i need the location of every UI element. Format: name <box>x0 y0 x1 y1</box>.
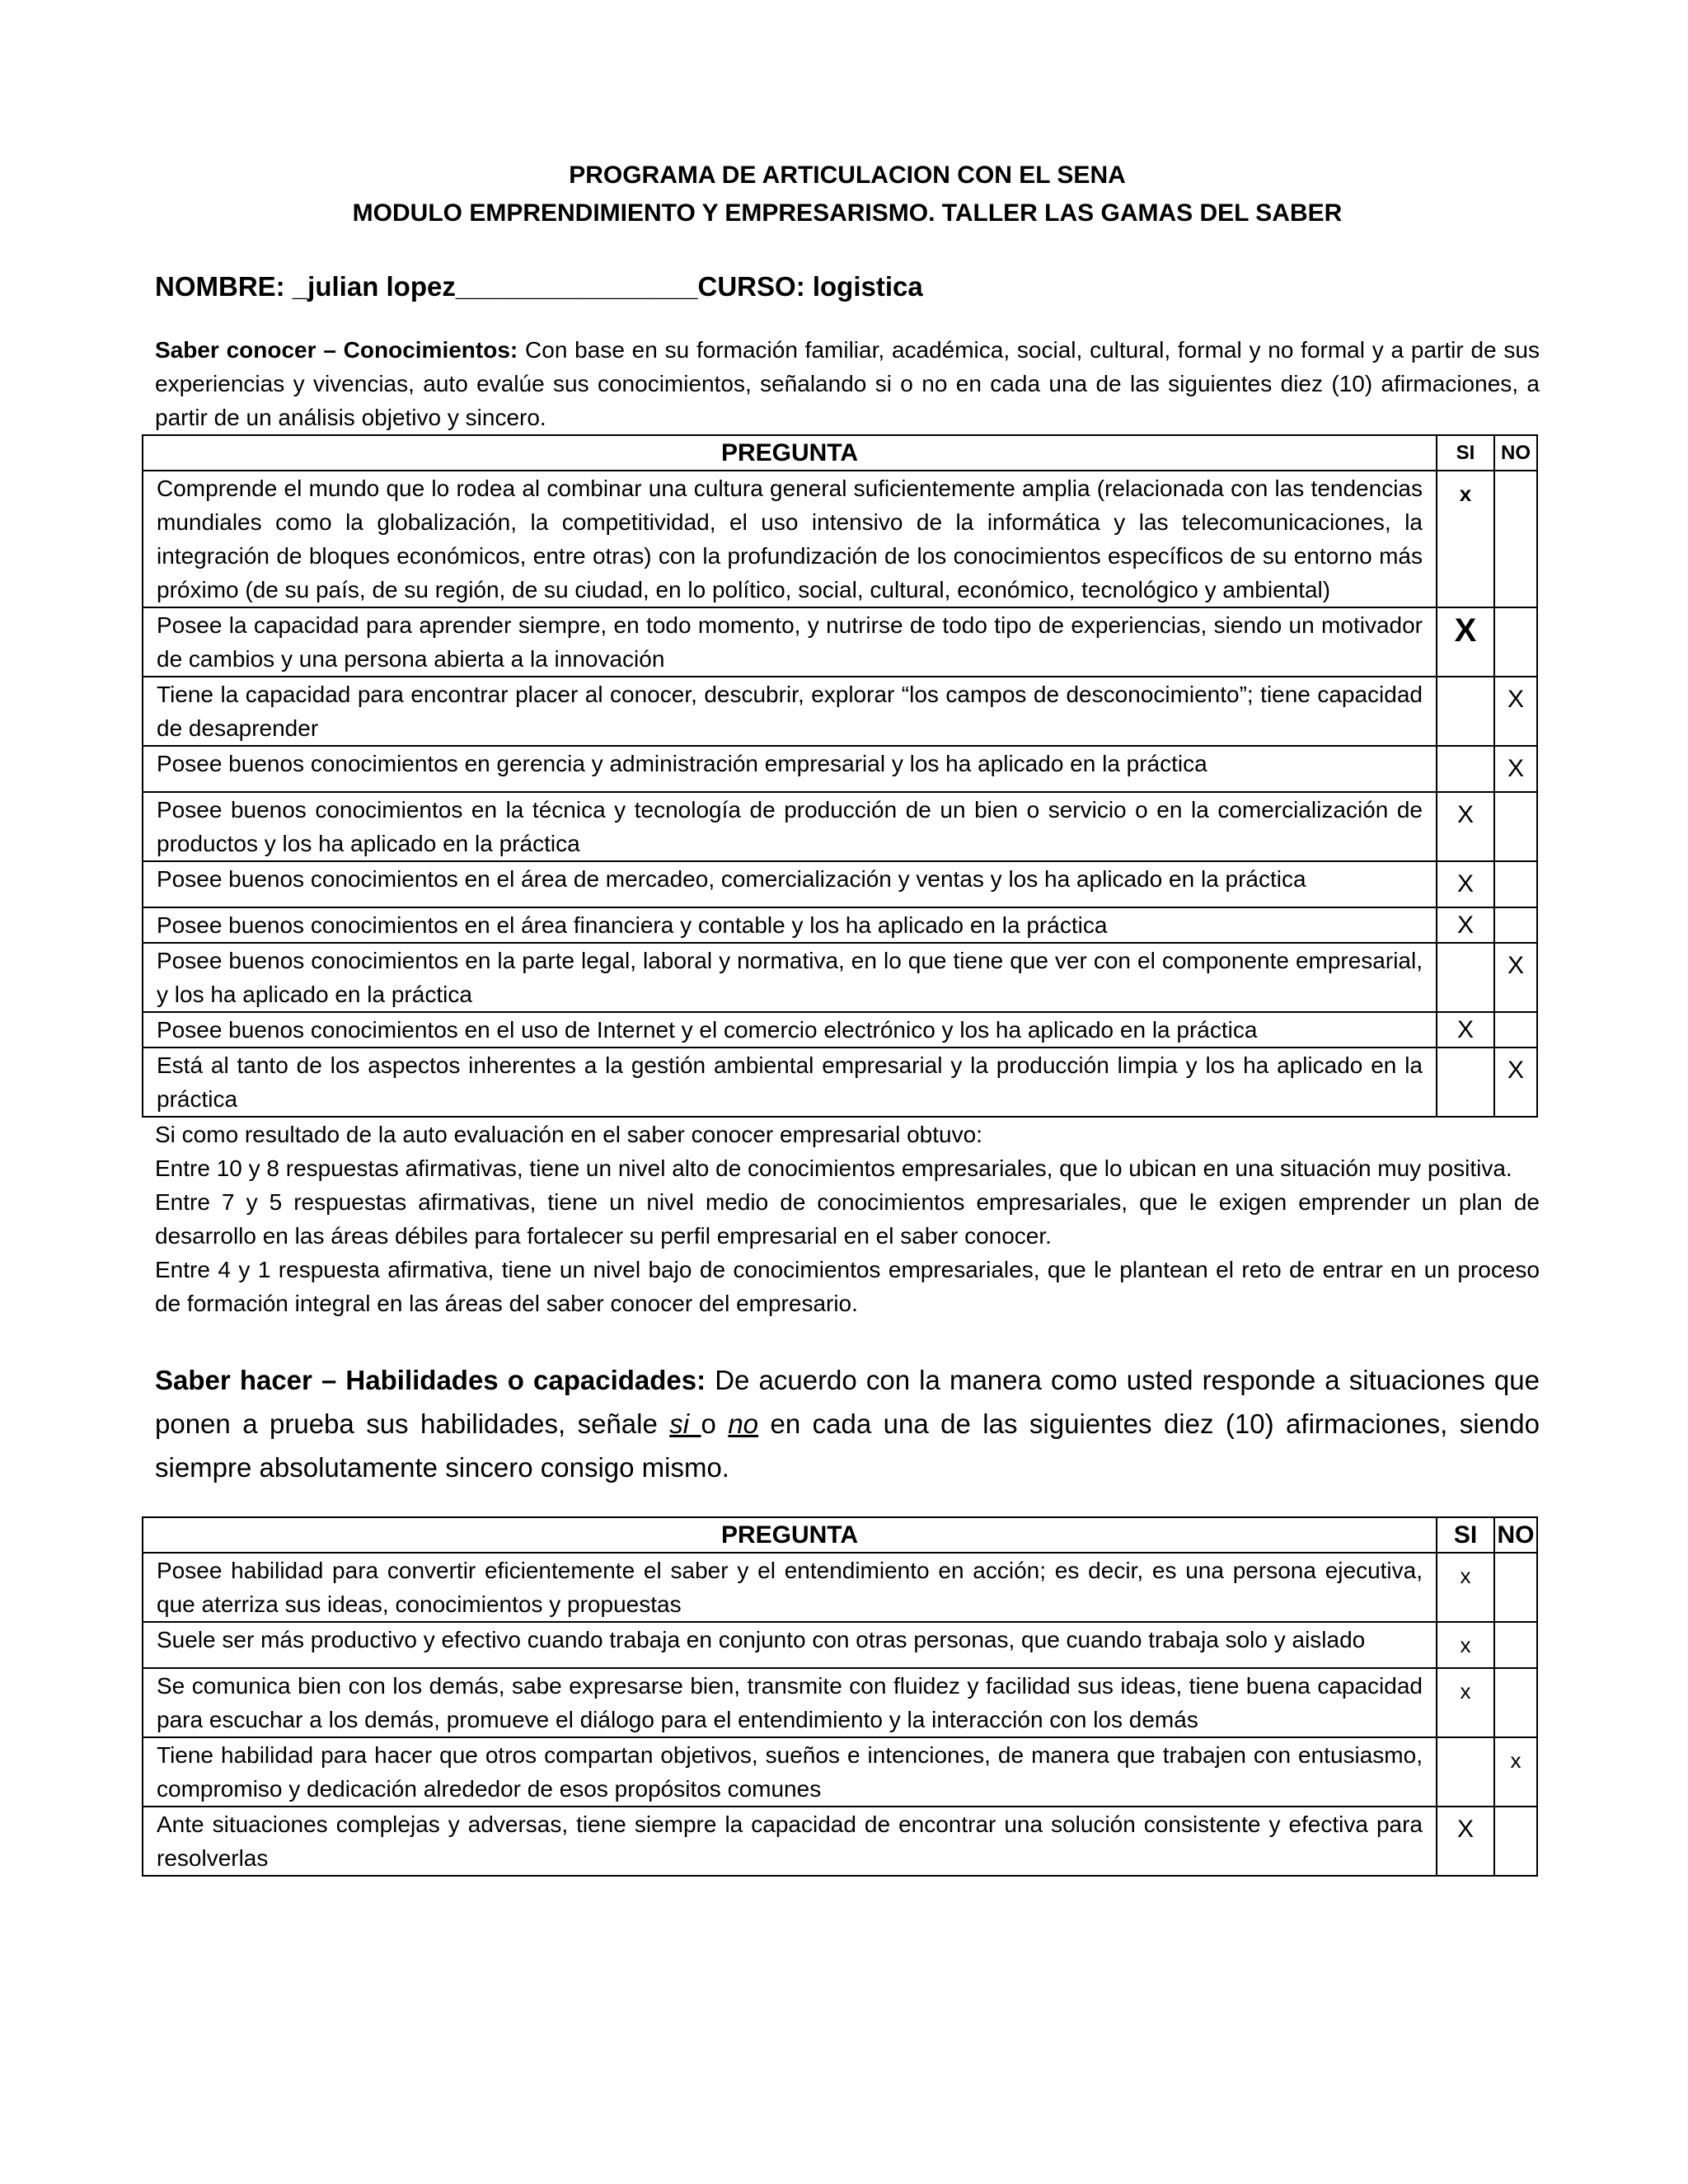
results-low: Entre 4 y 1 respuesta afirmativa, tiene un nivel bajo de conocimientos empresariales, que le plantean el reto de entrar en un proceso de formación integral en las áreas del saber conocer del empresario. <box>155 1257 1540 1316</box>
question-cell: Comprende el mundo que lo rodea al combinar una cultura general suficientemente amplia (relacionada con las tendencias mundiales como la globalización, la competitividad, el uso intensivo de la informática y las telecomunicaciones, la integración de bloques económicos, entre otras) con la profundización de los conocimientos específicos de su entorno más próximo (de su país, de su región, de su ciudad, en lo político, social, cultural, económico, tecnológico y ambiental) <box>143 471 1437 607</box>
saber-hacer-heading: Saber hacer – Habilidades o capacidades: <box>155 1365 706 1395</box>
question-cell: Posee la capacidad para aprender siempre, en todo momento, y nutrirse de todo tipo de experiencias, siendo un motivador de cambios y una persona abierta a la innovación <box>143 607 1437 677</box>
saber-hacer-intro-c: en cada una de las siguientes diez (10) afirmaciones, siendo siempre absolutamente sincero consigo mismo. <box>155 1408 1540 1483</box>
table-row <box>143 861 1537 907</box>
si-cell[interactable]: x <box>1437 1553 1494 1622</box>
no-cell[interactable] <box>1494 907 1537 943</box>
si-cell[interactable]: X <box>1437 1012 1494 1047</box>
no-cell[interactable]: X <box>1494 943 1537 1012</box>
question-cell: Tiene la capacidad para encontrar placer al conocer, descubrir, explorar “los campos de desconocimiento”; tiene capacidad de desaprender <box>143 677 1437 746</box>
si-cell[interactable]: x <box>1437 1622 1494 1668</box>
name-underline: ________________ <box>455 271 698 302</box>
no-cell[interactable]: X <box>1494 746 1537 792</box>
results-high: Entre 10 y 8 respuestas afirmativas, tiene un nivel alto de conocimientos empresariales, que lo ubican en una situación muy positiva. <box>155 1155 1512 1181</box>
no-cell[interactable]: X <box>1494 1047 1537 1117</box>
student-course: CURSO: logistica <box>697 271 923 302</box>
si-cell[interactable]: x <box>1437 471 1494 607</box>
table-row <box>143 1668 1537 1737</box>
no-cell[interactable] <box>1494 607 1537 677</box>
header-line-1: PROGRAMA DE ARTICULACION CON EL SENA <box>569 162 1126 189</box>
saber-conocer-heading: Saber conocer – Conocimientos: <box>155 337 518 363</box>
table-row <box>143 907 1537 943</box>
student-line <box>155 269 1540 305</box>
table-row <box>143 746 1537 792</box>
saber-hacer-intro <box>155 1358 1540 1489</box>
results-section <box>155 1118 1540 1320</box>
no-cell[interactable] <box>1494 471 1537 607</box>
si-cell[interactable]: x <box>1437 1668 1494 1737</box>
si-cell[interactable]: X <box>1437 792 1494 861</box>
results-medium: Entre 7 y 5 respuestas afirmativas, tiene un nivel medio de conocimientos empresariales, que le exigen emprender un plan de desarrollo en las áreas débiles para fortalecer su perfil empresarial en el saber conocer. <box>155 1189 1540 1249</box>
question-cell: Posee habilidad para convertir eficientemente el saber y el entendimiento en acción; es decir, es una persona ejecutiva, que aterriza sus ideas, conocimientos y propuestas <box>143 1553 1437 1622</box>
question-cell: Suele ser más productivo y efectivo cuando trabaja en conjunto con otras personas, que cuando trabaja solo y aislado <box>143 1622 1437 1668</box>
si-cell[interactable]: X <box>1437 1807 1494 1876</box>
document-page <box>155 157 1540 1877</box>
no-cell[interactable] <box>1494 861 1537 907</box>
column-header-no: NO <box>1494 435 1537 471</box>
saber-conocer-table <box>142 434 1538 1118</box>
si-cell[interactable] <box>1437 1047 1494 1117</box>
si-cell[interactable]: X <box>1437 861 1494 907</box>
no-cell[interactable] <box>1494 792 1537 861</box>
question-cell: Posee buenos conocimientos en el uso de Internet y el comercio electrónico y los ha aplicado en la práctica <box>143 1012 1437 1047</box>
si-cell[interactable] <box>1437 1737 1494 1807</box>
table-row <box>143 1622 1537 1668</box>
question-cell: Posee buenos conocimientos en el área financiera y contable y los ha aplicado en la práctica <box>143 907 1437 943</box>
si-cell[interactable]: X <box>1437 907 1494 943</box>
column-header-si: SI <box>1437 1517 1494 1553</box>
table-row <box>143 677 1537 746</box>
saber-hacer-intro-b: o <box>701 1408 729 1439</box>
table-row <box>143 1807 1537 1876</box>
no-cell[interactable] <box>1494 1807 1537 1876</box>
no-cell[interactable]: x <box>1494 1737 1537 1807</box>
word-no: no <box>728 1408 759 1439</box>
table-row <box>143 1047 1537 1117</box>
question-cell: Posee buenos conocimientos en gerencia y administración empresarial y los ha aplicado en la práctica <box>143 746 1437 792</box>
saber-hacer-intro-a: De acuerdo con la manera como usted responde a situaciones que ponen a prueba sus habilidades, señale <box>155 1365 1540 1439</box>
si-cell[interactable] <box>1437 943 1494 1012</box>
saber-conocer-intro-text: Con base en su formación familiar, académica, social, cultural, formal y no formal y a partir de sus experiencias y vivencias, auto evalúe sus conocimientos, señalando si o no en cada una de las siguientes diez (10) afirmaciones, a partir de un análisis objetivo y sincero. <box>155 337 1540 430</box>
results-intro: Si como resultado de la auto evaluación en el saber conocer empresarial obtuvo: <box>155 1122 982 1147</box>
question-cell: Posee buenos conocimientos en la técnica y tecnología de producción de un bien o servicio o en la comercialización de productos y los ha aplicado en la práctica <box>143 792 1437 861</box>
saber-hacer-table <box>142 1516 1538 1877</box>
column-header-no: NO <box>1494 1517 1537 1553</box>
word-si: si <box>669 1408 701 1439</box>
no-cell[interactable] <box>1494 1622 1537 1668</box>
question-cell: Ante situaciones complejas y adversas, tiene siempre la capacidad de encontrar una solución consistente y efectiva para resolverlas <box>143 1807 1437 1876</box>
column-header-si: SI <box>1437 435 1494 471</box>
saber-conocer-intro <box>155 333 1540 434</box>
question-cell: Se comunica bien con los demás, sabe expresarse bien, transmite con fluidez y facilidad sus ideas, tiene buena capacidad para escuchar a los demás, promueve el diálogo para el entendimiento y la interacción con los demás <box>143 1668 1437 1737</box>
question-cell: Posee buenos conocimientos en la parte legal, laboral y normativa, en lo que tiene que ver con el componente empresarial, y los ha aplicado en la práctica <box>143 943 1437 1012</box>
si-cell[interactable] <box>1437 677 1494 746</box>
no-cell[interactable]: X <box>1494 677 1537 746</box>
column-header-pregunta: PREGUNTA <box>143 1517 1437 1553</box>
table-row <box>143 1737 1537 1807</box>
table-header-row <box>143 435 1537 471</box>
question-cell: Está al tanto de los aspectos inherentes a la gestión ambiental empresarial y la producción limpia y los ha aplicado en la práctica <box>143 1047 1437 1117</box>
no-cell[interactable] <box>1494 1553 1537 1622</box>
table-row <box>143 1553 1537 1622</box>
table-row <box>143 471 1537 607</box>
student-name: NOMBRE: _julian lopez <box>155 271 456 302</box>
no-cell[interactable] <box>1494 1012 1537 1047</box>
table-row <box>143 607 1537 677</box>
no-cell[interactable] <box>1494 1668 1537 1737</box>
table-header-row <box>143 1517 1537 1553</box>
question-cell: Tiene habilidad para hacer que otros compartan objetivos, sueños e intenciones, de manera que trabajen con entusiasmo, compromiso y dedicación alrededor de esos propósitos comunes <box>143 1737 1437 1807</box>
table-row <box>143 1012 1537 1047</box>
question-cell: Posee buenos conocimientos en el área de mercadeo, comercialización y ventas y los ha aplicado en la práctica <box>143 861 1437 907</box>
si-cell[interactable]: X <box>1437 607 1494 677</box>
header-line-2: MODULO EMPRENDIMIENTO Y EMPRESARISMO. TALLER LAS GAMAS DEL SABER <box>352 199 1343 227</box>
table-row <box>143 943 1537 1012</box>
column-header-pregunta: PREGUNTA <box>143 435 1437 471</box>
table-row <box>143 792 1537 861</box>
si-cell[interactable] <box>1437 746 1494 792</box>
